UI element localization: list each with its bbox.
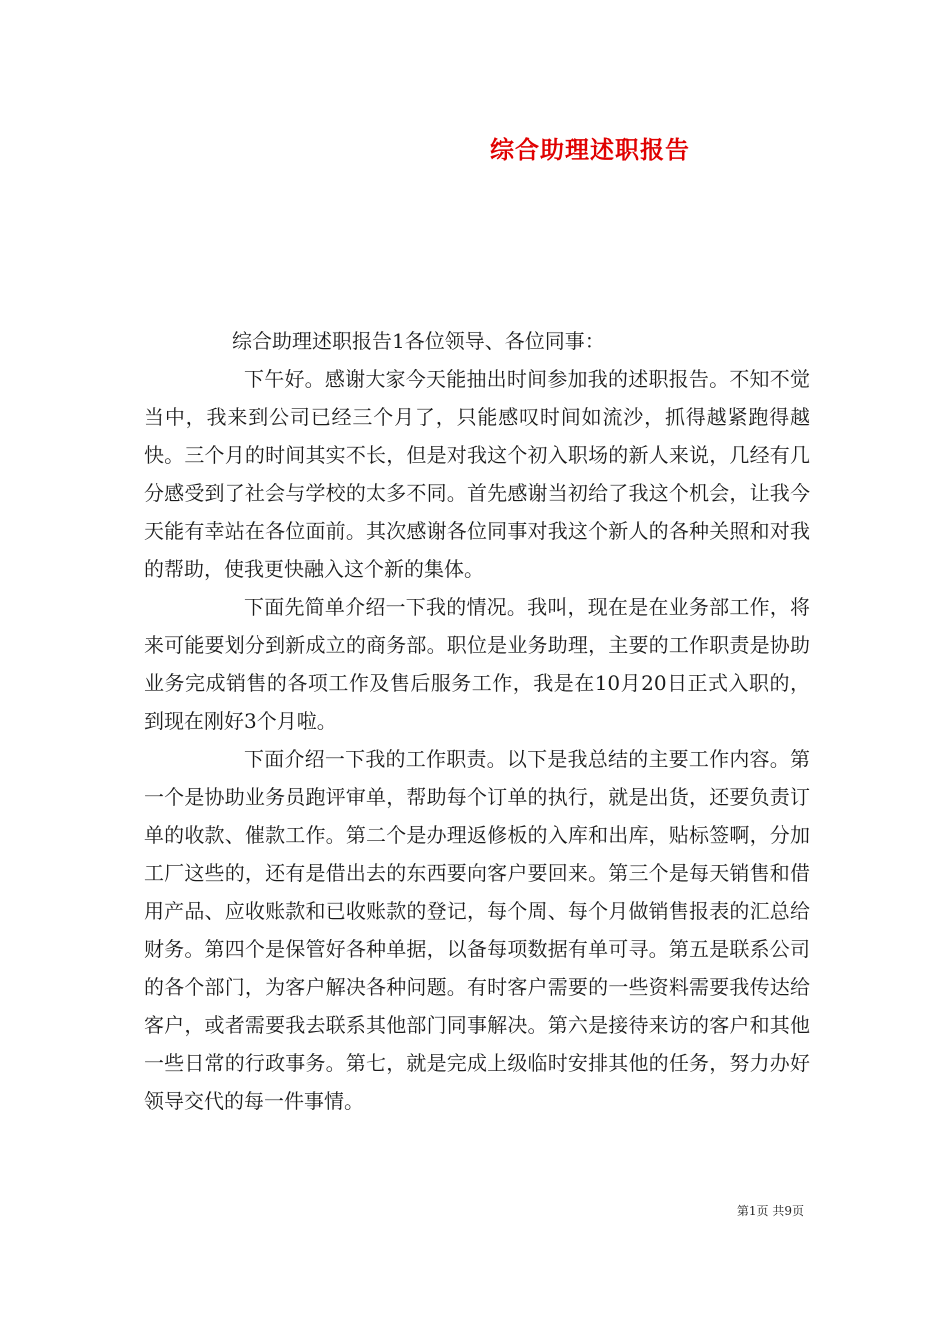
paragraph-1: 下午好。感谢大家今天能抽出时间参加我的述职报告。不知不觉当中，我来到公司已经三个月了，只能感叹时间如流沙，抓得越紧跑得越快。三个月的时间其实不长，但是对我这个初入职场的新人来说，几经有几分感受到了社会与学校的太多不同。首先感谢当初给了我这个机会，让我今天能有幸站在各位面前。其次感谢各位同事对我这个新人的各种关照和对我的帮助，使我更快融入这个新的集体。 [144, 367, 810, 581]
paragraph-3: 下面介绍一下我的工作职责。以下是我总结的主要工作内容。第一个是协助业务员跑评审单，帮助每个订单的执行，就是出货，还要负责订单的收款、催款工作。第二个是办理返修板的入库和出库，贴标签啊，分加工厂这些的，还有是借出去的东西要向客户要回来。第三个是每天销售和借用产品、应收账款和已收账款的登记，每个周、每个月做销售报表的汇总给财务。第四个是保管好各种单据，以备每项数据有单可寻。第五是联系公司的各个部门，为客户解决各种问题。有时客户需要的一些资料需要我传达给客户，或者需要我去联系其他部门同事解决。第六是接待来访的客户和其他一些日常的行政事务。第七，就是完成上级临时安排其他的任务，努力办好领导交代的每一件事情。 [144, 747, 810, 1113]
document-title: 综合助理述职报告 [490, 136, 690, 164]
paragraph-2: 下面先简单介绍一下我的情况。我叫，现在是在业务部工作，将来可能要划分到新成立的商务部。职位是业务助理，主要的工作职责是协助业务完成销售的各项工作及售后服务工作，我是在10月20日正式入职的，到现在刚好3个月啦。 [144, 595, 810, 733]
document-body [144, 322, 810, 1120]
page-number-footer: 第1页 共9页 [736, 1204, 804, 1218]
greeting-line: 综合助理述职报告1各位领导、各位同事： [232, 329, 605, 353]
